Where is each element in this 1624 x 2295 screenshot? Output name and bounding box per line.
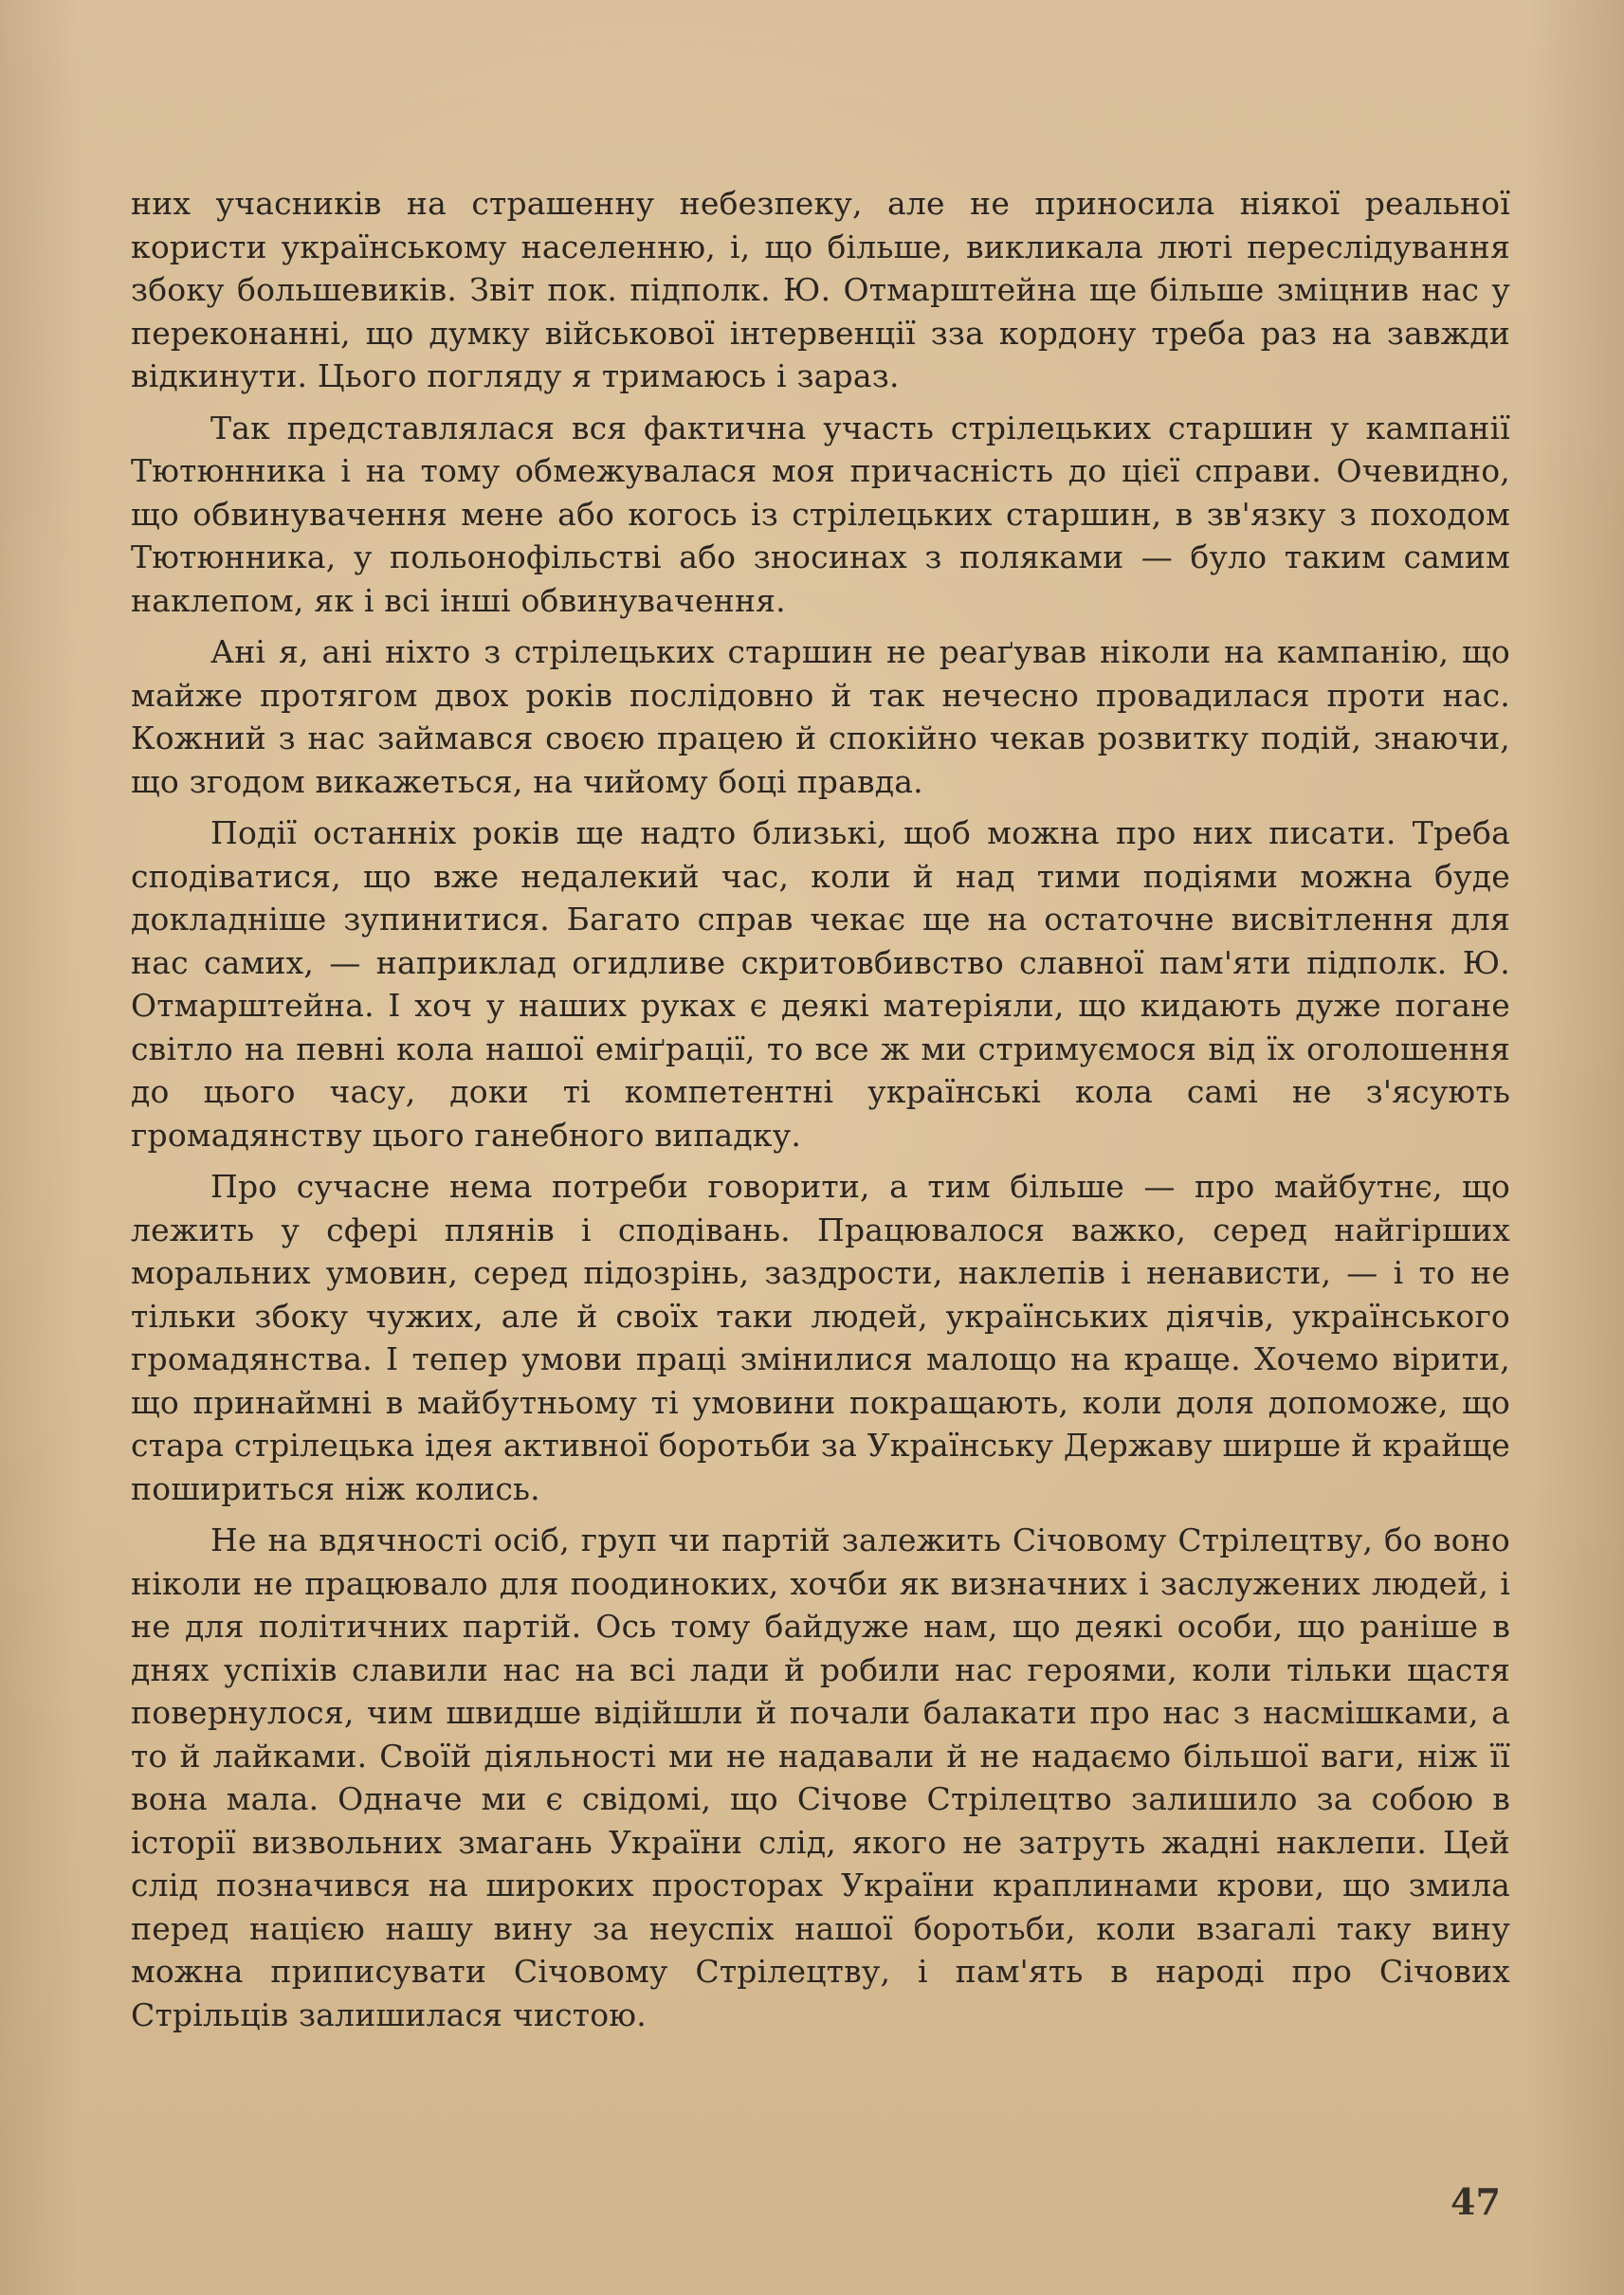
body-text <box>131 182 1510 2045</box>
paragraph-5: Про сучасне нема потреби говорити, а тим більше — про майбутнє, що лежить у сфері плянів і сподівань. Працювалося важко, серед найгірших моральних умовин, серед підозрінь, заздрости, наклепів і ненависти, — і то не тільки збоку чужих, але й своїх таки людей, українських діячів, українського громадянства. І тепер умови праці змінилися малощо на краще. Хочемо вірити, що принаймні в майбутньому ті умовини покращають, коли доля допоможе, що стара стрілецька ідея активної боротьби за Українську Державу ширше й крайще пошириться ніж колись. <box>131 1168 1510 1507</box>
paragraph-2: Так представлялася вся фактична участь стрілецьких старшин у кампанії Тютюнника і на тому обмежувалася моя причасність до цієї справи. Очевидно, що обвинувачення мене або когось із стрілецьких старшин, в зв'язку з походом Тютюнника, у польонофільстві або зносинах з поляками — було таким самим наклепом, як і всі інші обвинувачення. <box>131 409 1510 619</box>
paragraph-1: них учасників на страшенну небезпеку, але не приносила ніякої реальної користи українському населенню, і, що більше, викликала люті переслідування збоку большевиків. Звіт пок. підполк. Ю. Отмарштейна ще більше зміцнив нас у переконанні, що думку військової інтервенції зза кордону треба раз на завжди відкинути. Цього погляду я тримаюсь і зараз. <box>131 185 1510 394</box>
paragraph-3: Ані я, ані ніхто з стрілецьких старшин не реаґував ніколи на кампанію, що майже протягом двох років послідовно й так нечесно провадилася проти нас. Кожний з нас займався своєю працею й спокійно чекав розвитку подій, знаючи, що згодом викажеться, на чийому боці правда. <box>131 633 1510 800</box>
page-number: 47 <box>1451 2180 1501 2223</box>
paragraph-6: Не на вдячності осіб, груп чи партій залежить Січовому Стрілецтву, бо воно ніколи не працювало для поодиноких, хочби як визначних і заслужених людей, і не для політичних партій. Ось тому байдуже нам, що деякі особи, що раніше в днях успіхів славили нас на всі лади й робили нас героями, коли тільки щастя повернулося, чим швидше відійшли й почали балакати про нас з насмішками, а то й лайками. Своїй діяльності ми не надавали й не надаємо більшої ваги, ніж її вона мала. Одначе ми є свідомі, що Січове Стрілецтво залишило за собою в історії визвольних змагань України слід, якого не затруть жадні наклепи. Цей слід позначився на широких просторах України краплинами крови, що змила перед нацією нашу вину за неуспіх нашої боротьби, коли взагалі таку вину можна приписувати Січовому Стрілецтву, і пам'ять в народі про Січових Стрільців залишилася чистою. <box>131 1521 1510 2033</box>
paragraph-4: Події останніх років ще надто близькі, щоб можна про них писати. Треба сподіватися, що вже недалекий час, коли й над тими подіями можна буде докладніше зупинитися. Багато справ чекає ще на остаточне висвітлення для нас самих, — наприклад огидливе скритовбивство славної пам'яти підполк. Ю. Отмарштейна. І хоч у наших руках є деякі матеріяли, що кидають дуже погане світло на певні кола нашої еміґрації, то все ж ми стримуємося від їх оголошення до цього часу, доки ті компетентні українські кола самі не з'ясують громадянству цього ганебного випадку. <box>131 814 1510 1154</box>
